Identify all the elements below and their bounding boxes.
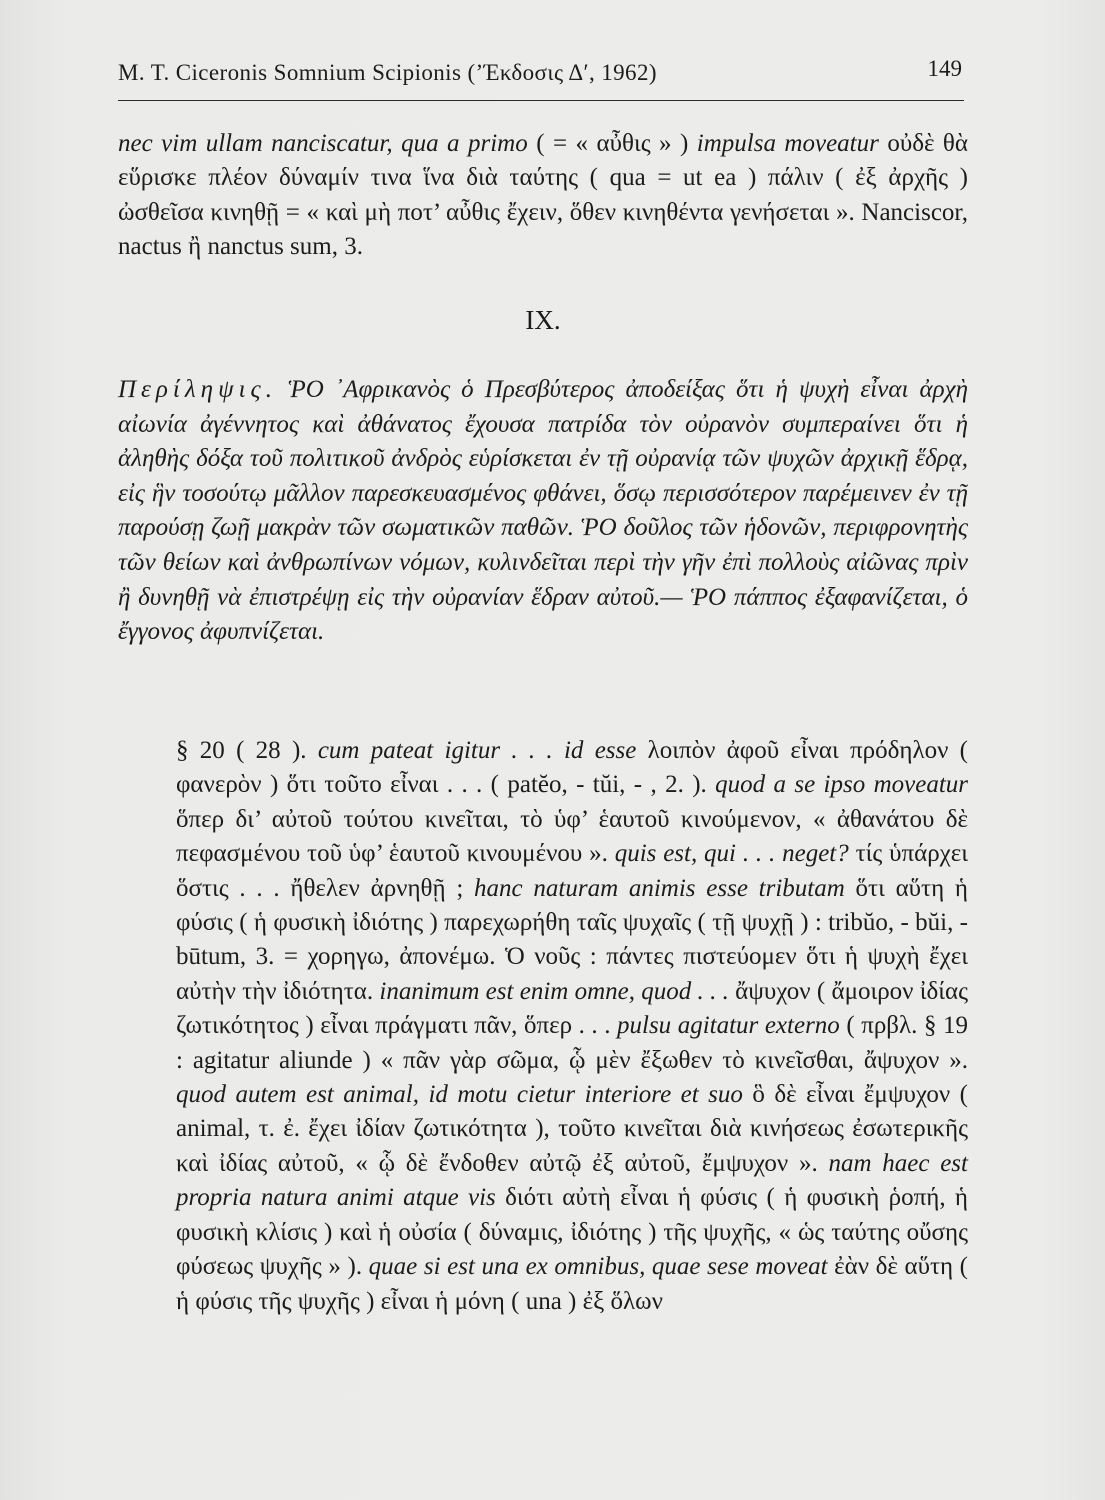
latin-phrase: cum pateat igitur . . . id esse — [317, 737, 637, 764]
greek-text: ἐὰν δὲ αὕτη ( ἡ φύσις τῆς ψυχῆς ) εἶναι ἡ μόνη ( una ) ἐξ ὅλων — [176, 1253, 969, 1315]
running-title: M. T. Ciceronis Somnium Scipionis (’Έκδοσις Δ′, 1962) — [118, 60, 657, 85]
summary-paragraph — [118, 373, 968, 650]
latin-phrase: quae si est una ex omnibus, quae sese moveat — [368, 1253, 828, 1281]
latin-phrase: quod a se ipso moveatur — [715, 771, 969, 799]
greek-text: ( πρβλ. § 19 : agitatur aliunde ) « πᾶν γὰρ σῶμα, ᾧ μὲν ἔξωθεν τὸ κινεῖσθαι, ἄψυχον ». — [176, 1012, 968, 1074]
greek-text: λοιπὸν ἀφοῦ εἶναι πρόδηλον ( φανερὸν ) ὅτι τοῦτο εἶναι . . . ( patĕo, - tŭi, - , 2. ). — [176, 737, 968, 799]
greek-text: διότι αὐτὴ εἶναι ἡ φύσις ( ἡ φυσικὴ ῥοπή, ἡ φυσικὴ κλίσις ) καὶ ἡ οὐσία ( δύναμις, ἰδιότης ) τῆς ψυχῆς, « ὡς ταύτης οὔσης φύσεως ψυχῆς » ). — [176, 1184, 968, 1281]
latin-phrase: quis est, qui . . . neget? — [614, 840, 849, 868]
greek-text: ὅτι αὕτη ἡ φύσις ( ἡ φυσικὴ ἰδιότης ) παρεχωρήθη ταῖς ψυχαῖς ( τῇ ψυχῇ ) : tribŭo, - bŭi, - būtum, 3. = χορηγω, ἀπονέμω. Ὁ νοῦς : πάντες πιστεύομεν ὅτι ἡ ψυχὴ ἔχει αὐτὴν τὴν ἰδιότητα. — [176, 874, 968, 1005]
greek-text: τίς ὑπάρχει ὅστις . . . ἤθελεν ἀρνηθῇ ; — [176, 840, 968, 902]
summary-label: Περίληψις. — [118, 376, 277, 403]
greek-text: ὅπερ δι’ αὐτοῦ τούτου κινεῖται, τὸ ὑφ’ ἑαυτοῦ κινούμενον, « ἀθανάτου δὲ πεφασμένου τοῦ ὑφ’ ἑαυτοῦ κινουμένου ». — [176, 805, 968, 868]
summary-text: ῬΟ ᾿Αφρικανὸς ὁ Πρεσβύτερος ἀποδείξας ὅτι ἡ ψυχὴ εἶναι ἀρχὴ αἰωνία ἀγέννητος καὶ ἀθάνατος ἔχουσα πατρίδα τὸν οὐρανὸν συμπεραίνει ὅτι ἡ ἀληθὴς δόξα τοῦ πολιτικοῦ ἀνδρὸς εὑρίσκεται ἐν τῇ οὐρανίᾳ τῶν ψυχῶν ἀρχικῇ ἕδρᾳ, εἰς ἣν τοσούτῳ μᾶλλον παρεσκευασμένος φθάνει, ὅσῳ περισσότερον παρέμεινεν ἐν τῇ παρούσῃ ζωῇ μακρὰν τῶν σωματικῶν παθῶν. ῬΟ δοῦλος τῶν ἡδονῶν, περιφρονητὴς τῶν θείων καὶ ἀνθρωπίνων νόμων, κυλινδεῖται περὶ τὴν γῆν ἐπὶ πολλοὺς αἰῶνας πρὶν ἢ δυνηθῇ νὰ ἐπιστρέψῃ εἰς τὴν οὐρανίαν ἕδραν αὐτοῦ.— ῬΟ πάππος ἐξαφανίζεται, ὁ ἔγγονος ἀφυπνίζεται. — [118, 376, 968, 646]
page-header — [118, 56, 964, 101]
latin-phrase: nec vim ullam nanciscatur, qua a primo — [118, 130, 528, 157]
greek-text: ( = « αὖθις » ) — [527, 130, 697, 157]
paragraph-1 — [118, 127, 968, 264]
greek-text: ὃ δὲ εἶναι ἔμψυχον ( animal, τ. ἐ. ἔχει ἰδίαν ζωτικότητα ), τοῦτο κινεῖται διὰ κινήσεως ἐσωτερικῆς καὶ ἰδίας αὐτοῦ, « ᾧ δὲ ἔνδοθεν αὐτῷ ἐξ αὐτοῦ, ἔμψυχον ». — [176, 1081, 969, 1177]
latin-phrase: nam haec est propria natura animi atque vis — [176, 1149, 968, 1212]
latin-phrase: inanimum est enim omne, quod . . . — [379, 977, 729, 1005]
latin-phrase: quod autem est animal, id motu cietur interiore et suo — [176, 1081, 743, 1109]
latin-phrase: hanc naturam animis esse tributam — [474, 874, 845, 902]
latin-phrase: impulsa moveatur — [696, 130, 879, 157]
page-number: 149 — [927, 56, 962, 81]
paragraph-3 — [118, 734, 968, 1319]
greek-text: ἄψυχον ( ἄμοιρον ἰδίας ζωτικότητος ) εἶναι πράγματι πᾶν, ὅπερ . . . — [176, 977, 968, 1040]
section-heading: IX. — [525, 305, 561, 335]
latin-phrase: pulsu agitatur externo — [617, 1012, 840, 1040]
section-reference: § 20 ( 28 ). — [176, 737, 318, 764]
greek-text: οὐδὲ θὰ εὕρισκε πλέον δύναμίν τινα ἵνα διὰ ταύτης ( qua = ut ea ) πάλιν ( ἐξ ἀρχῆς ) ὠσθεῖσα κινηθῇ = « καὶ μὴ ποτ’ αὖθις ἔχειν, ὅθεν κινηθέντα γενήσεται ». Nanciscor, nactus ἢ nanctus sum, 3. — [118, 130, 969, 260]
